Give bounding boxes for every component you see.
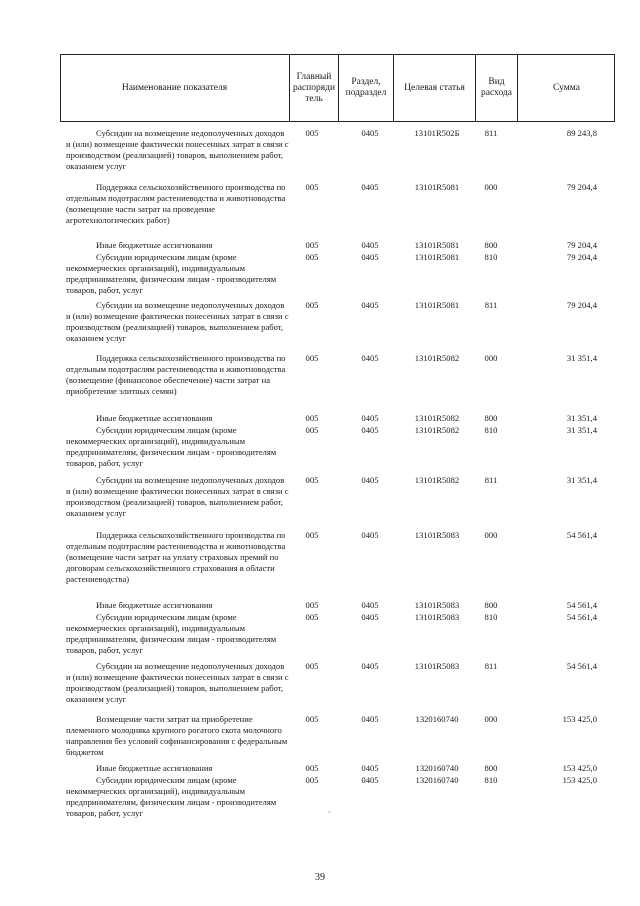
row-sum: 79 204,4 xyxy=(566,182,597,192)
row-razd: 0405 xyxy=(361,661,379,671)
scan-speck: ˇ xyxy=(328,810,331,819)
header-sum: Сумма xyxy=(517,54,615,122)
row-name: Поддержка сельскохозяйственного производства по отдельным подотраслям растениеводства и животноводства (возмещение (финансовое обеспечение) части затрат на приобретение элитных семян) xyxy=(66,353,286,396)
row-cel: 1320160740 xyxy=(415,775,459,785)
row-cel: 13101R5082 xyxy=(414,475,460,485)
row-vid: 811 xyxy=(484,128,498,138)
row-name: Поддержка сельскохозяйственного производства по отдельным подотраслям растениеводства и животноводства (возмещение части затрат на уплату страховых премий по договорам сельскохозяйственного страхования в области растениеводства) xyxy=(66,530,286,584)
row-glav: 005 xyxy=(305,600,319,610)
header-razd: Раздел, подраздел xyxy=(338,54,393,122)
row-glav: 005 xyxy=(305,763,319,773)
row-name: Возмещение части затрат на приобретение племенного молодняка крупного рогатого скота молочного направления без условий софинансирования с федеральным бюджетом xyxy=(66,714,288,757)
row-sum: 79 204,4 xyxy=(566,300,597,310)
row-cel: 13101R5082 xyxy=(414,413,460,423)
row-cel: 13101R5081 xyxy=(414,252,460,262)
row-vid: 000 xyxy=(484,714,498,724)
header-name: Наименование показателя xyxy=(121,82,228,93)
header-glav: Главный распоряди тель xyxy=(289,54,338,122)
row-razd: 0405 xyxy=(361,530,379,540)
row-sum: 89 243,8 xyxy=(566,128,597,138)
row-glav: 005 xyxy=(305,252,319,262)
row-sum: 153 425,0 xyxy=(562,775,597,785)
row-cel: 13101R5081 xyxy=(414,300,460,310)
row-vid: 811 xyxy=(484,475,498,485)
row-name: Субсидии на возмещение недополученных доходов и (или) возмещение фактически понесенных затрат в связи с производством (реализацией) товаров, выполнением работ, оказанием услуг xyxy=(66,661,289,704)
row-razd: 0405 xyxy=(361,775,379,785)
row-vid: 800 xyxy=(484,413,498,423)
row-cel: 13101R5082 xyxy=(414,425,460,435)
row-vid: 810 xyxy=(484,612,498,622)
row-name: Субсидии юридическим лицам (кроме некоммерческих организаций), индивидуальным предпринимателям, физическим лицам - производителям товаров, работ, услуг xyxy=(66,612,277,655)
row-vid: 800 xyxy=(484,240,498,250)
row-vid: 810 xyxy=(484,775,498,785)
table-header xyxy=(60,54,615,122)
row-vid: 810 xyxy=(484,252,498,262)
row-cel: 13101R5083 xyxy=(414,612,460,622)
row-glav: 005 xyxy=(305,714,319,724)
row-vid: 000 xyxy=(484,353,498,363)
row-name: Иные бюджетные ассигнования xyxy=(96,763,213,773)
row-razd: 0405 xyxy=(361,128,379,138)
row-glav: 005 xyxy=(305,530,319,540)
row-vid: 000 xyxy=(484,530,498,540)
row-razd: 0405 xyxy=(361,763,379,773)
row-sum: 153 425,0 xyxy=(562,763,597,773)
row-cel: 13101R502Б xyxy=(414,128,460,138)
row-razd: 0405 xyxy=(361,612,379,622)
row-sum: 54 561,4 xyxy=(566,600,597,610)
row-vid: 811 xyxy=(484,661,498,671)
page-number: 39 xyxy=(315,872,325,883)
row-razd: 0405 xyxy=(361,413,379,423)
row-sum: 79 204,4 xyxy=(566,252,597,262)
row-sum: 79 204,4 xyxy=(566,240,597,250)
row-glav: 005 xyxy=(305,661,319,671)
row-name: Субсидии юридическим лицам (кроме некоммерческих организаций), индивидуальным предпринимателям, физическим лицам - производителям товаров, работ, услуг xyxy=(66,775,277,818)
row-cel: 13101R5081 xyxy=(414,240,460,250)
row-vid: 800 xyxy=(484,600,498,610)
row-name: Субсидии юридическим лицам (кроме некоммерческих организаций), индивидуальным предпринимателям, физическим лицам - производителям товаров, работ, услуг xyxy=(66,425,277,468)
row-vid: 810 xyxy=(484,425,498,435)
row-razd: 0405 xyxy=(361,240,379,250)
row-glav: 005 xyxy=(305,182,319,192)
row-vid: 800 xyxy=(484,763,498,773)
row-sum: 54 561,4 xyxy=(566,612,597,622)
row-razd: 0405 xyxy=(361,600,379,610)
row-name: Иные бюджетные ассигнования xyxy=(96,240,213,250)
row-cel: 13101R5083 xyxy=(414,530,460,540)
row-cel: 13101R5083 xyxy=(414,661,460,671)
row-name: Субсидии юридическим лицам (кроме некоммерческих организаций), индивидуальным предпринимателям, физическим лицам - производителям товаров, работ, услуг xyxy=(66,252,277,295)
row-razd: 0405 xyxy=(361,252,379,262)
row-cel: 1320160740 xyxy=(415,763,459,773)
row-glav: 005 xyxy=(305,413,319,423)
row-sum: 31 351,4 xyxy=(566,475,597,485)
row-glav: 005 xyxy=(305,240,319,250)
row-sum: 31 351,4 xyxy=(566,425,597,435)
row-razd: 0405 xyxy=(361,300,379,310)
row-name: Иные бюджетные ассигнования xyxy=(96,600,213,610)
row-glav: 005 xyxy=(305,300,319,310)
row-glav: 005 xyxy=(305,612,319,622)
row-glav: 005 xyxy=(305,425,319,435)
row-cel: 13101R5081 xyxy=(414,182,460,192)
row-sum: 31 351,4 xyxy=(566,353,597,363)
row-vid: 000 xyxy=(484,182,498,192)
row-glav: 005 xyxy=(305,353,319,363)
row-glav: 005 xyxy=(305,775,319,785)
row-sum: 31 351,4 xyxy=(566,413,597,423)
row-cel: 1320160740 xyxy=(415,714,459,724)
row-sum: 54 561,4 xyxy=(566,661,597,671)
row-name: Поддержка сельскохозяйственного производства по отдельным подотраслям растениеводства и животноводства (возмещение части затрат на проведение агротехнологических работ) xyxy=(66,182,286,225)
row-razd: 0405 xyxy=(361,425,379,435)
row-sum: 54 561,4 xyxy=(566,530,597,540)
row-name: Субсидии на возмещение недополученных доходов и (или) возмещение фактически понесенных затрат в связи с производством (реализацией) товаров, выполнением работ, оказанием услуг xyxy=(66,475,289,518)
row-razd: 0405 xyxy=(361,475,379,485)
header-cel: Целевая статья xyxy=(393,54,475,122)
row-vid: 811 xyxy=(484,300,498,310)
header-vid: Вид расхода xyxy=(475,54,517,122)
row-name: Иные бюджетные ассигнования xyxy=(96,413,213,423)
row-glav: 005 xyxy=(305,128,319,138)
row-sum: 153 425,0 xyxy=(562,714,597,724)
row-glav: 005 xyxy=(305,475,319,485)
row-name: Субсидии на возмещение недополученных доходов и (или) возмещение фактически понесенных затрат в связи с производством (реализацией) товаров, выполнением работ, оказанием услуг xyxy=(66,300,289,343)
row-razd: 0405 xyxy=(361,714,379,724)
row-cel: 13101R5082 xyxy=(414,353,460,363)
row-razd: 0405 xyxy=(361,353,379,363)
row-razd: 0405 xyxy=(361,182,379,192)
row-cel: 13101R5083 xyxy=(414,600,460,610)
row-name: Субсидии на возмещение недополученных доходов и (или) возмещение фактически понесенных затрат в связи с производством (реализацией) товаров, выполнением работ, оказанием услуг xyxy=(66,128,289,171)
